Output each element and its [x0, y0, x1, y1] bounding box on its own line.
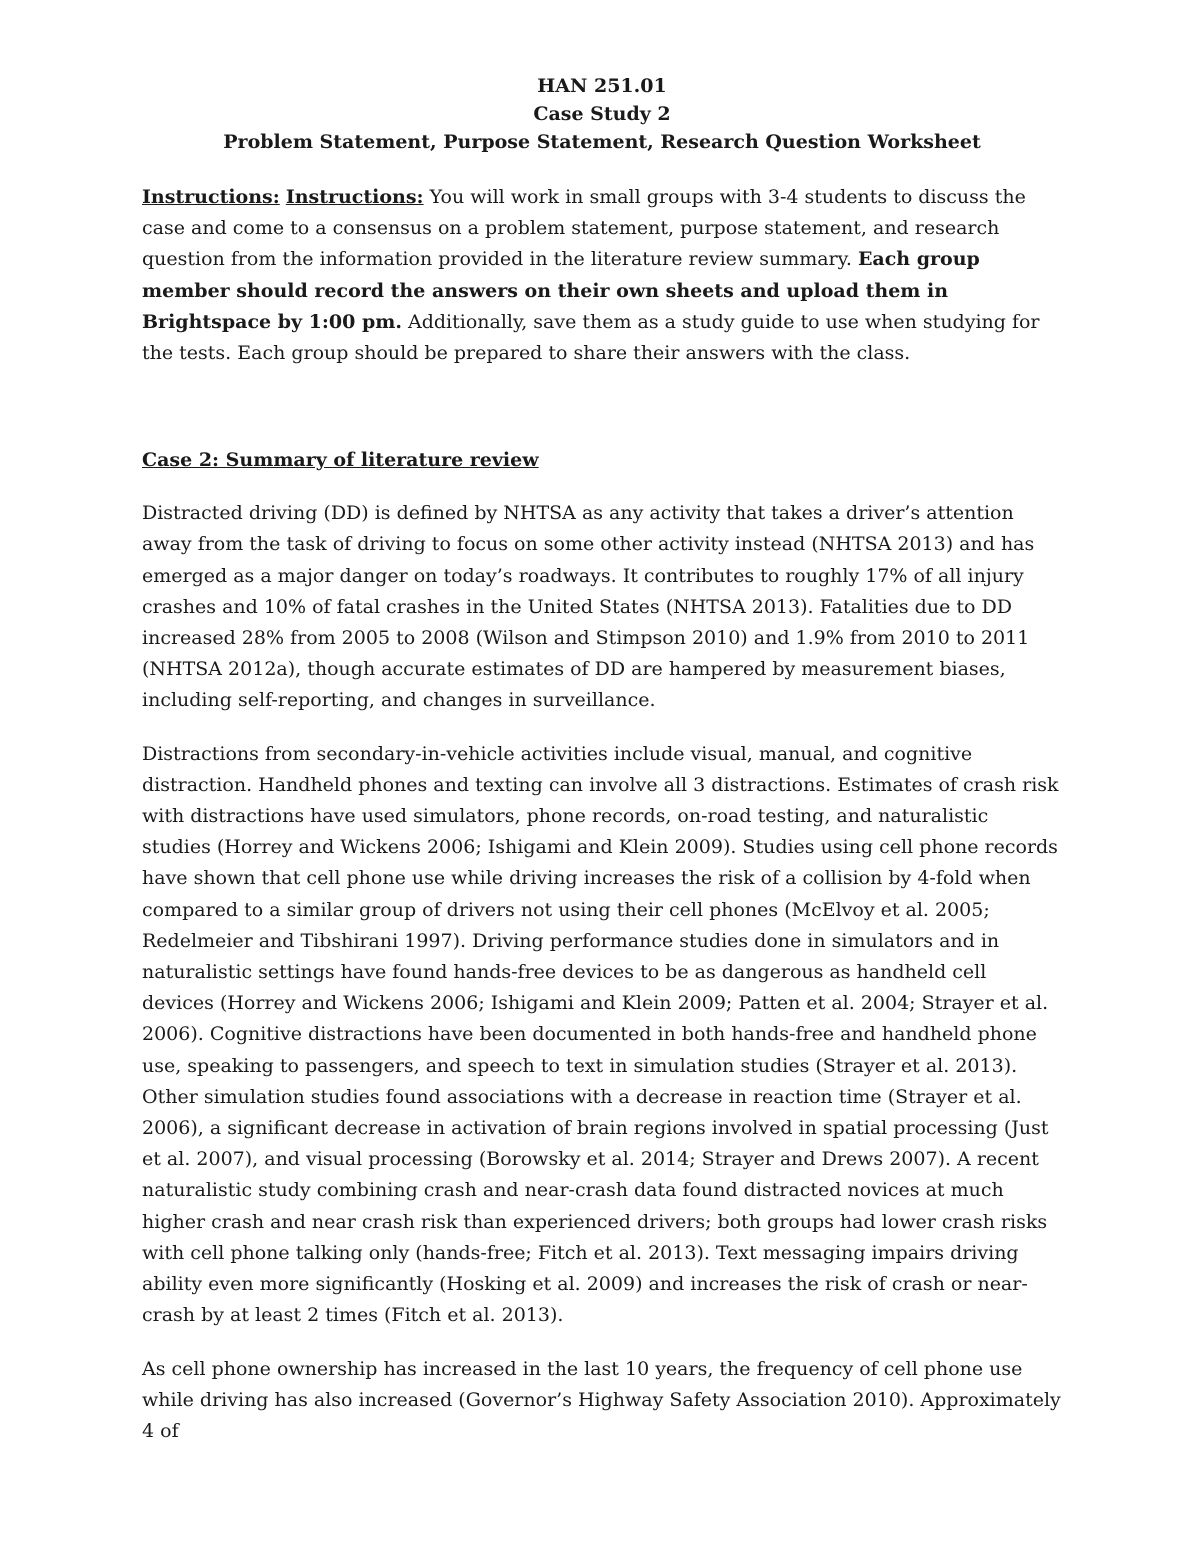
- instructions-text: You will work in small groups with 3-4 students to discuss the case and come to a consensus on a problem statement, purpose statement, and research question from the information provided in the literature review summary.: [142, 186, 1026, 271]
- instructions-label: Instructions:: [142, 186, 280, 208]
- document-header: [142, 72, 1062, 156]
- body-paragraph: Distracted driving (DD) is defined by NHTSA as any activity that takes a driver’s attention away from the task of driving to focus on some other activity instead (NHTSA 2013) and has emerged as a major danger on today’s roadways. It contributes to roughly 17% of all injury crashes and 10% of fatal crashes in the United States (NHTSA 2013). Fatalities due to DD increased 28% from 2005 to 2008 (Wilson and Stimpson 2010) and 1.9% from 2010 to 2011 (NHTSA 2012a), though accurate estimates of DD are hampered by measurement biases, including self-reporting, and changes in surveillance.: [142, 502, 1035, 712]
- document-page: [142, 72, 1062, 1447]
- worksheet-title: Problem Statement, Purpose Statement, Research Question Worksheet: [223, 131, 981, 153]
- case-study-label: Case Study 2: [533, 103, 671, 125]
- instructions-label-repeat: Instructions:: [285, 186, 424, 208]
- instructions-paragraph: [142, 182, 1062, 369]
- instructions-bold-text: Each group member should record the answers on their own sheets and upload them in Brightspace by 1:00 pm.: [142, 248, 980, 333]
- section-title: Case 2: Summary of literature review: [142, 449, 539, 472]
- body-paragraph: As cell phone ownership has increased in the last 10 years, the frequency of cell phone use while driving has also increased (Governor’s Highway Safety Association 2010). Approximately 4 of: [142, 1357, 1061, 1442]
- body-paragraph: Distractions from secondary-in-vehicle activities include visual, manual, and cognitive distraction. Handheld phones and texting can involve all 3 distractions. Estimates of crash risk with distractions have used simulators, phone records, on-road testing, and naturalistic studies (Horrey and Wickens 2006; Ishigami and Klein 2009). Studies using cell phone records have shown that cell phone use while driving increases the risk of a collision by 4-fold when compared to a similar group of drivers not using their cell phones (McElvoy et al. 2005; Redelmeier and Tibshirani 1997). Driving performance studies done in simulators and in naturalistic settings have found hands-free devices to be as dangerous as handheld cell devices (Horrey and Wickens 2006; Ishigami and Klein 2009; Patten et al. 2004; Strayer et al. 2006). Cognitive distractions have been documented in both hands-free and handheld phone use, speaking to passengers, and speech to text in simulation studies (Strayer et al. 2013). Other simulation studies found associations with a decrease in reaction time (Strayer et al. 2006), a significant decrease in activation of brain regions involved in spatial processing (Just et al. 2007), and visual processing (Borowsky et al. 2014; Strayer and Drews 2007). A recent naturalistic study combining crash and near-crash data found distracted novices at much higher crash and near crash risk than experienced drivers; both groups had lower crash risks with cell phone talking only (hands-free; Fitch et al. 2013). Text messaging impairs driving ability even more significantly (Hosking et al. 2009) and increases the risk of crash or near-crash by at least 2 times (Fitch et al. 2013).: [142, 742, 1059, 1327]
- course-code: HAN 251.01: [537, 75, 667, 97]
- instructions-text-continued: Additionally, save them as a study guide to use when studying for the tests. Each group should be prepared to share their answers with the class.: [142, 310, 1040, 365]
